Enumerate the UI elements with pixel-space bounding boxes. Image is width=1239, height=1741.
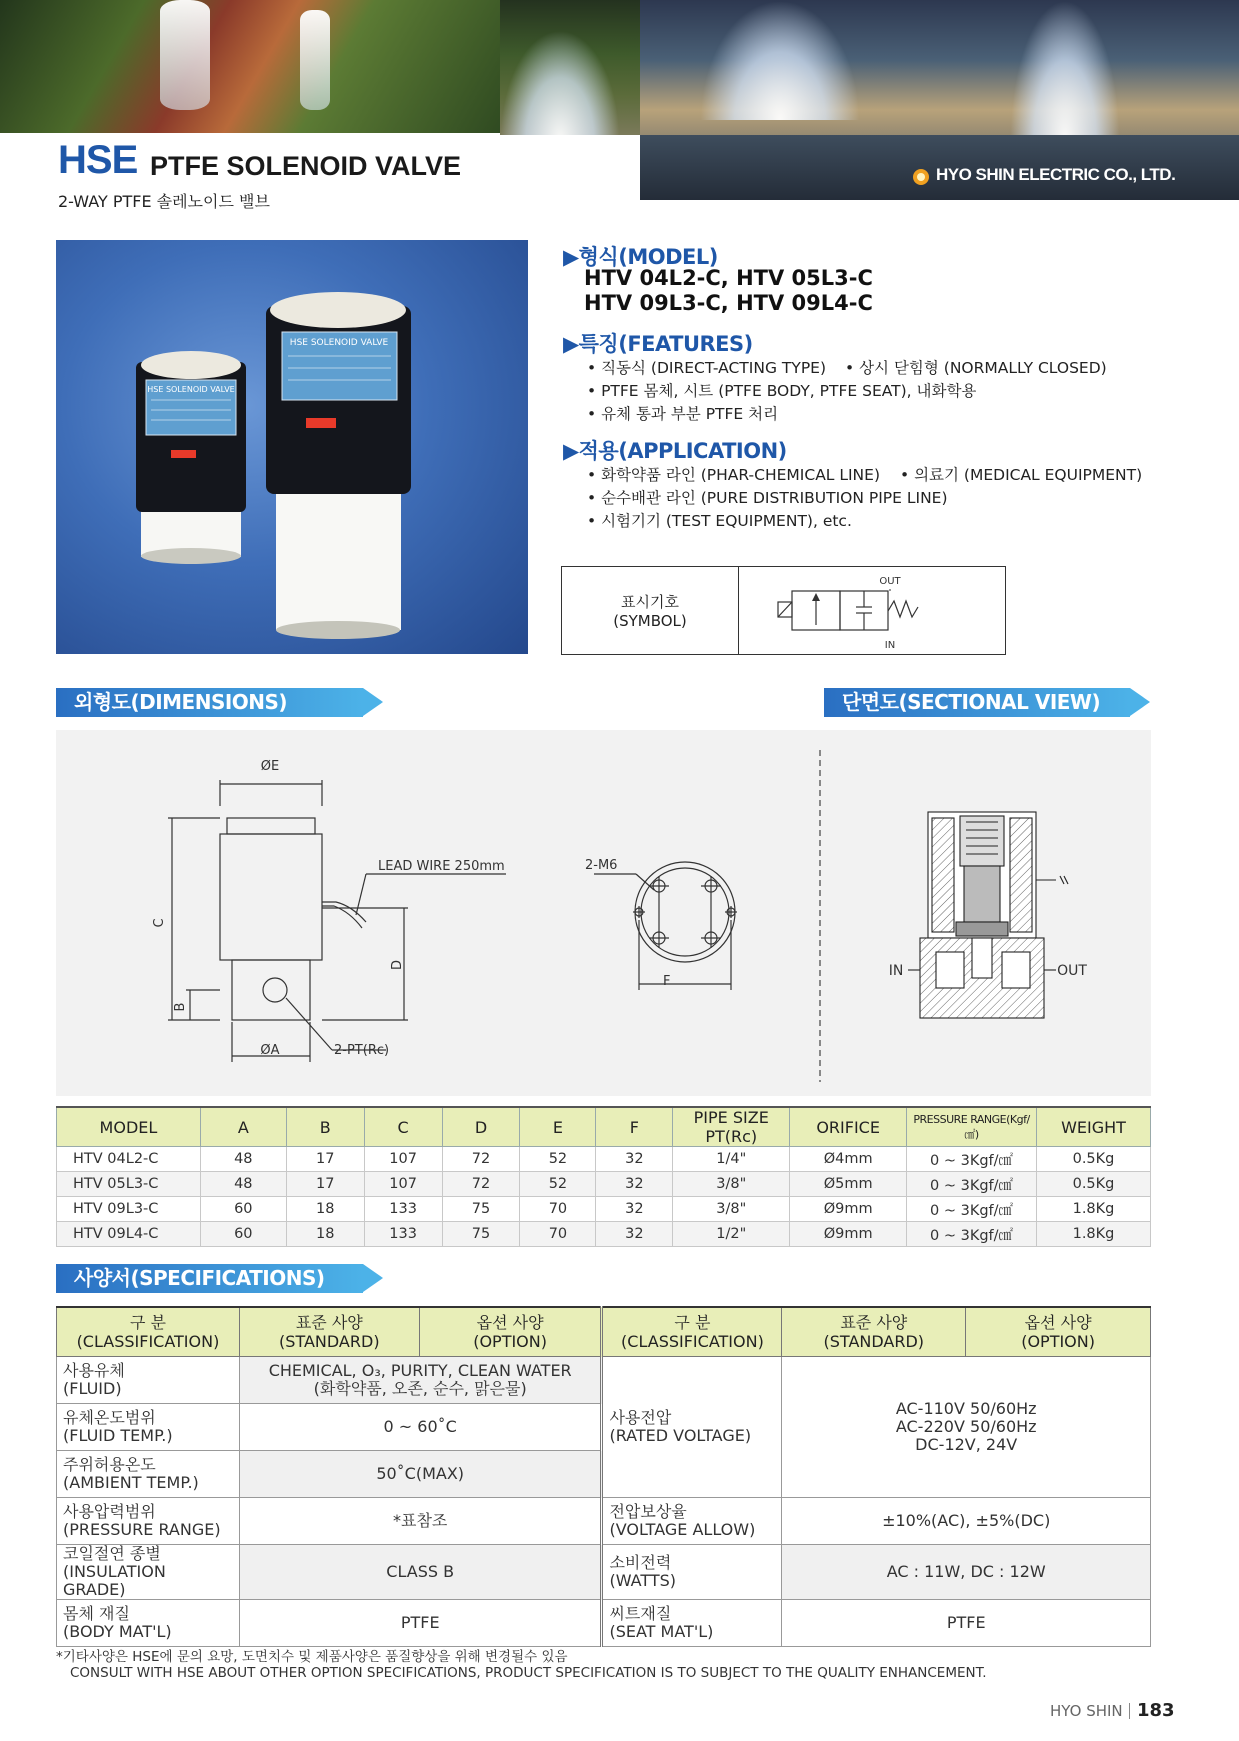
label-kr: 주위허용온도 [63,1455,156,1474]
voltage-value: AC-220V 50/60Hz [895,1417,1037,1436]
symbol-out: OUT [879,576,901,587]
dim-label-d: D [390,959,405,971]
header-kr: 옵션 사양 [1024,1313,1092,1332]
header-kr: 구 분 [674,1313,711,1332]
label-kr: 사용유체 [63,1361,125,1380]
specifications-header: 사양서(SPECIFICATIONS) [56,1264,363,1293]
label-en: (WATTS) [609,1571,677,1590]
waterfall [300,10,330,110]
voltage-value: AC-110V 50/60Hz [895,1399,1037,1418]
col-header: C [364,1107,442,1147]
col-header: PRESSURE RANGE(Kgf/㎠) [907,1107,1037,1147]
spec-col-header [419,1307,602,1357]
table-cell: 52 [520,1172,596,1197]
table-cell: 0 ~ 3Kgf/㎠ [907,1147,1037,1172]
table-cell: 70 [520,1222,596,1247]
lead-wire-label: LEAD WIRE 250mm [378,859,505,874]
spec-label [57,1451,240,1498]
table-cell: 60 [200,1197,286,1222]
spec-value: 0 ~ 60˚C [239,1404,602,1451]
specifications-table [56,1306,1151,1647]
valve-product-image [56,240,528,654]
feature-item: • 유체 통과 부분 PTFE 처리 [587,405,779,423]
header-en: (CLASSIFICATION) [621,1332,764,1351]
dim-label-a: ØA [260,1043,280,1058]
table-cell: 52 [520,1147,596,1172]
table-cell: 18 [286,1197,364,1222]
spec-col-header [602,1307,782,1357]
footer-brand: HYO SHIN [1050,1702,1123,1720]
table-cell: 0 ~ 3Kgf/㎠ [907,1172,1037,1197]
spec-value: ±10%(AC), ±5%(DC) [782,1498,1151,1545]
table-cell: Ø9mm [790,1222,907,1247]
dimension-drawing [56,730,1151,1096]
table-row [57,1172,1151,1197]
table-cell: 72 [442,1172,520,1197]
label-en: (BODY MAT'L) [63,1622,172,1641]
dimensions-table [56,1106,1151,1247]
table-row [57,1197,1151,1222]
table-cell: HTV 05L3-C [57,1172,201,1197]
table-cell: 1.8Kg [1036,1197,1150,1222]
waterfall-photo [0,0,500,135]
sectional-in-label: IN [888,963,904,979]
col-header: ORIFICE [790,1107,907,1147]
note-korean: *기타사양은 HSE에 문의 요망, 도면치수 및 제품사양은 품질향상을 위해 변경될수 있음 [56,1649,568,1665]
dim-label-e: ØE [260,759,280,774]
spec-col-header [782,1307,966,1357]
spec-col-header [57,1307,240,1357]
table-cell: 17 [286,1147,364,1172]
symbol-in: IN [884,640,896,651]
dimensions-header: 외형도(DIMENSIONS) [56,688,363,717]
spec-label [57,1498,240,1545]
table-cell: 0 ~ 3Kgf/㎠ [907,1222,1037,1247]
application-item: • 화학약품 라인 (PHAR-CHEMICAL LINE) [587,466,880,484]
fountain [1010,0,1120,135]
spec-value: 50˚C(MAX) [239,1451,602,1498]
spec-value: PTFE [239,1600,602,1647]
spec-row [57,1498,1151,1545]
table-cell: 1.8Kg [1036,1222,1150,1247]
page-subtitle: 2-WAY PTFE 솔레노이드 밸브 [58,192,270,211]
table-cell: 1/2" [673,1222,790,1247]
table-cell: 32 [596,1222,673,1247]
table-cell: Ø4mm [790,1147,907,1172]
table-cell: 133 [364,1222,442,1247]
col-header: E [520,1107,596,1147]
table-cell: 60 [200,1222,286,1247]
table-cell: 75 [442,1222,520,1247]
symbol-label-en: (SYMBOL) [613,612,687,630]
table-cell: 72 [442,1147,520,1172]
label-en: (INSULATION GRADE) [63,1562,166,1599]
spec-label [57,1600,240,1647]
fluid-value-kr: (화학약품, 오존, 순수, 맑은물) [313,1379,527,1398]
col-header: MODEL [57,1107,201,1147]
label-kr: 씨트재질 [609,1604,672,1623]
product-photo [56,240,528,654]
table-header-row [57,1107,1151,1147]
application-item: • 순수배관 라인 (PURE DISTRIBUTION PIPE LINE) [587,489,948,507]
note-english: CONSULT WITH HSE ABOUT OTHER OPTION SPECIFICATIONS, PRODUCT SPECIFICATION IS TO SUBJECT TO THE QUALITY ENHANCEMENT. [70,1665,987,1681]
application-item: • 시험기기 (TEST EQUIPMENT), etc. [587,512,852,530]
feature-item: • 직동식 (DIRECT-ACTING TYPE) [587,359,827,377]
table-cell: Ø5mm [790,1172,907,1197]
table-cell: 107 [364,1172,442,1197]
dimensions-panel [56,730,1151,1096]
spec-value: PTFE [782,1600,1151,1647]
table-cell: 0.5Kg [1036,1172,1150,1197]
table-cell: 18 [286,1222,364,1247]
model-line-1: HTV 04L2-C, HTV 05L3-C [584,266,873,290]
header-en: (OPTION) [1021,1332,1095,1351]
header-banner [0,0,1239,135]
fountain [500,30,620,135]
m6-label: 2-M6 [585,858,618,873]
header-en: (STANDARD) [279,1332,380,1351]
table-cell: 75 [442,1197,520,1222]
large-valve-label: HSE SOLENOID VALVE [289,338,389,348]
header-en: (OPTION) [473,1332,547,1351]
spec-label [57,1545,240,1600]
application-heading: ▶적용(APPLICATION) [563,439,787,463]
spec-label [57,1404,240,1451]
company-logo-icon [912,168,930,186]
spec-label [602,1600,782,1647]
table-cell: 32 [596,1147,673,1172]
symbol-label [562,567,739,654]
spec-label [602,1498,782,1545]
waterfall [160,0,210,110]
spec-value: *표참조 [239,1498,602,1545]
page-title: PTFE SOLENOID VALVE [150,151,462,181]
small-valve-label: HSE SOLENOID VALVE [147,385,235,394]
valve-symbol-icon [740,567,1004,654]
features-heading: ▶특징(FEATURES) [563,332,753,356]
voltage-value: DC-12V, 24V [915,1435,1018,1454]
label-en: (FLUID) [63,1379,122,1398]
header-en: (STANDARD) [823,1332,925,1351]
col-header: F [596,1107,673,1147]
dim-label-b: B [173,1002,188,1012]
header-en: (CLASSIFICATION) [76,1332,220,1351]
fountain [700,0,860,120]
application-item: • 의료기 (MEDICAL EQUIPMENT) [900,466,1143,484]
label-en: (AMBIENT TEMP.) [63,1473,199,1492]
spec-row [57,1600,1151,1647]
label-kr: 몸체 재질 [63,1604,130,1623]
header-kr: 옵션 사양 [476,1313,544,1332]
table-row [57,1222,1151,1247]
spec-value: CLASS B [239,1545,602,1600]
spec-row [57,1545,1151,1600]
table-cell: 32 [596,1172,673,1197]
feature-item: • 상시 닫힘형 (NORMALLY CLOSED) [845,359,1107,377]
brand-hse: HSE [58,138,138,182]
sectional-view-header: 단면도(SECTIONAL VIEW) [824,688,1130,717]
table-cell: 17 [286,1172,364,1197]
table-cell: 0 ~ 3Kgf/㎠ [907,1197,1037,1222]
spec-label [602,1357,782,1498]
dim-label-f: F [663,974,671,989]
table-cell: 3/8" [673,1172,790,1197]
table-cell: HTV 09L4-C [57,1222,201,1247]
dim-label-c: C [152,918,167,928]
spec-value: AC : 11W, DC : 12W [782,1545,1151,1600]
table-cell: HTV 04L2-C [57,1147,201,1172]
sectional-out-label: OUT [1057,963,1087,979]
col-header: B [286,1107,364,1147]
label-kr: 전압보상율 [609,1502,687,1521]
header-kr: 표준 사양 [295,1313,363,1332]
page-number: 183 [1137,1700,1175,1721]
spec-header-row [57,1307,1151,1357]
footer-divider [1129,1703,1130,1719]
table-cell: 32 [596,1197,673,1222]
fluid-value: CHEMICAL, O₃, PURITY, CLEAN WATER [268,1361,572,1380]
table-cell: 48 [200,1147,286,1172]
label-en: (RATED VOLTAGE) [609,1426,752,1445]
label-kr: 사용압력범위 [63,1502,156,1521]
label-en: (VOLTAGE ALLOW) [609,1520,756,1539]
label-en: (SEAT MAT'L) [609,1622,714,1641]
spec-label [602,1545,782,1600]
col-header: D [442,1107,520,1147]
header-kr: 표준 사양 [840,1313,908,1332]
spec-value [782,1357,1151,1498]
spec-col-header [239,1307,419,1357]
label-kr: 사용전압 [609,1408,672,1427]
table-cell: 133 [364,1197,442,1222]
col-header: A [200,1107,286,1147]
label-kr: 코일절연 종별 [63,1544,161,1563]
table-cell: Ø9mm [790,1197,907,1222]
table-cell: 70 [520,1197,596,1222]
model-heading: ▶형식(MODEL) [563,245,718,269]
table-cell: 107 [364,1147,442,1172]
label-kr: 유체온도범위 [63,1408,156,1427]
model-line-2: HTV 09L3-C, HTV 09L4-C [584,291,873,315]
spec-value [239,1357,602,1404]
spec-col-header [966,1307,1151,1357]
symbol-box [561,566,1006,655]
table-cell: 3/8" [673,1197,790,1222]
label-en: (PRESSURE RANGE) [63,1520,221,1539]
table-row [57,1147,1151,1172]
feature-item: • PTFE 몸체, 시트 (PTFE BODY, PTFE SEAT), 내화학용 [587,382,977,400]
symbol-label-kr: 표시기호 [621,593,679,611]
spec-label [57,1357,240,1404]
col-header: WEIGHT [1036,1107,1150,1147]
spec-row [57,1357,1151,1404]
label-en: (FLUID TEMP.) [63,1426,173,1445]
table-cell: 0.5Kg [1036,1147,1150,1172]
company-name: HYO SHIN ELECTRIC CO., LTD. [936,165,1176,184]
table-cell: 1/4" [673,1147,790,1172]
table-cell: 48 [200,1172,286,1197]
header-kr: 구 분 [129,1313,166,1332]
col-header: PIPE SIZE PT(Rc) [673,1107,790,1147]
table-cell: HTV 09L3-C [57,1197,201,1222]
port-label: 2-PT(Rc) [334,1043,390,1058]
label-kr: 소비전력 [609,1553,672,1572]
